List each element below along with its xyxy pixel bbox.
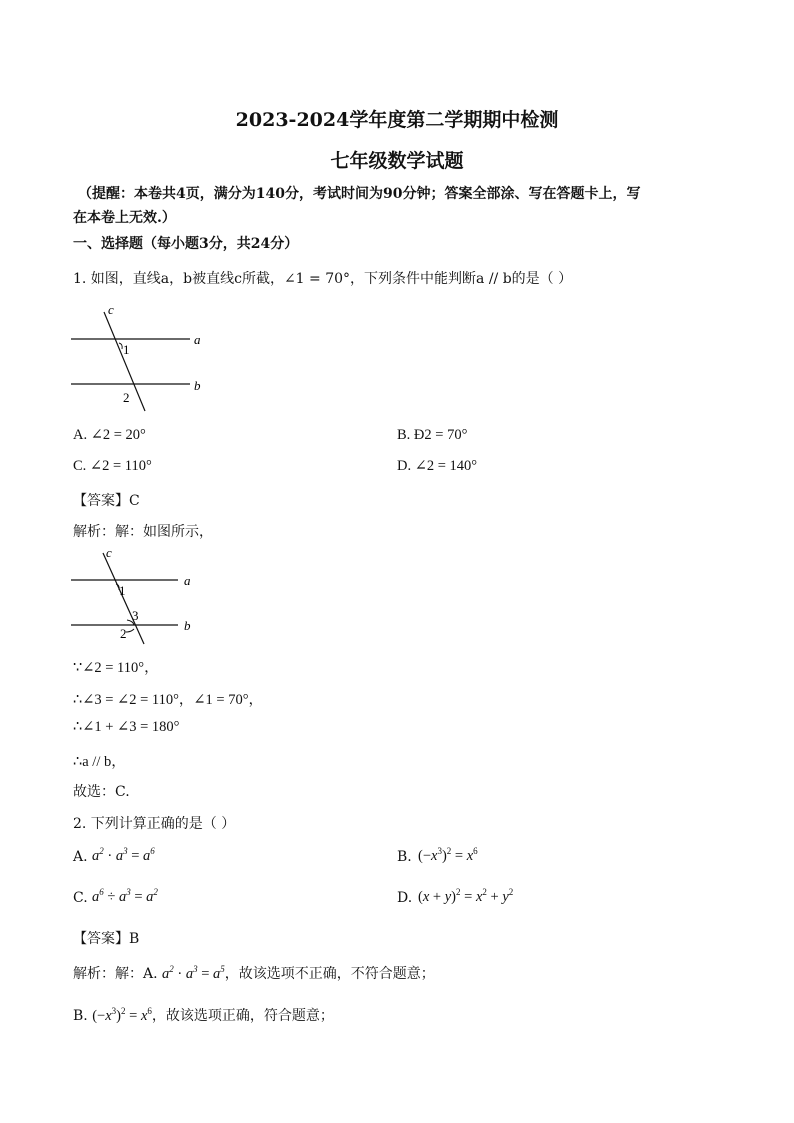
q2-option-a-formula: $a^2 \cdot a^3 = a^6$ bbox=[92, 846, 155, 864]
fig1-label-2: 2 bbox=[123, 390, 130, 405]
q2-analysis-formula-b: $(-x^3)^2 = x^6$ bbox=[92, 1006, 152, 1024]
q2-option-a-label: A. bbox=[73, 849, 88, 865]
fig2-label-2: 2 bbox=[120, 626, 127, 641]
q2-option-d-label: D. bbox=[397, 890, 413, 906]
q1-option-d: D. ∠2 = 140° bbox=[397, 458, 478, 474]
fig2-label-1: 1 bbox=[119, 583, 126, 598]
q2-option-b-label: B. bbox=[397, 849, 412, 865]
q2-analysis-b-suffix: ，故该选项正确，符合题意； bbox=[151, 1008, 334, 1024]
fig2-label-3: 3 bbox=[132, 608, 139, 623]
fig2-label-a: a bbox=[184, 573, 191, 588]
q2-analysis-b-prefix: B. bbox=[73, 1008, 88, 1024]
q1-step-4: ∴a // b， bbox=[73, 754, 126, 770]
q2-answer: 【答案】B bbox=[73, 931, 140, 947]
q2-option-c-label: C. bbox=[73, 890, 88, 906]
q2-analysis-line-1 bbox=[73, 963, 435, 983]
q1-answer: 【答案】C bbox=[73, 493, 140, 509]
q2-option-d-formula: $(x + y)^2 = x^2 + y^2$ bbox=[418, 887, 514, 905]
q1-option-c: C. ∠2 = 110° bbox=[73, 458, 152, 474]
q1-step-1: ∵∠2 = 110°， bbox=[73, 660, 159, 676]
fig2-label-c: c bbox=[106, 545, 112, 560]
question-1-figure bbox=[66, 300, 216, 415]
fig1-label-1: 1 bbox=[123, 342, 130, 357]
q2-option-c-formula: $a^6 \div a^3 = a^2$ bbox=[92, 887, 158, 905]
q1-step-2: ∴∠3 = ∠2 = 110°，∠1 = 70°， bbox=[73, 692, 264, 708]
q2-analysis-line-2 bbox=[73, 1005, 334, 1025]
page-title: 2023-2024学年度第二学期期中检测 bbox=[235, 109, 559, 131]
q2-analysis-formula-a: $a^2 \cdot a^3 = a^5$ bbox=[162, 964, 225, 982]
q1-step-5: 故选：C. bbox=[73, 784, 130, 800]
section-heading: 一、选择题（每小题3分，共24分） bbox=[73, 236, 299, 252]
page-subtitle: 七年级数学试题 bbox=[330, 150, 464, 172]
q2-option-b-formula: $(-x^3)^2 = x^6$ bbox=[418, 846, 478, 864]
q2-analysis-prefix: 解析：解：A. bbox=[73, 966, 158, 982]
q1-option-a: A. ∠2 = 20° bbox=[73, 427, 146, 443]
fig1-label-b: b bbox=[194, 378, 201, 393]
notice-line-2: 在本卷上无效.） bbox=[73, 210, 176, 226]
q1-option-b: B. Ð2 = 70° bbox=[397, 427, 468, 443]
fig2-label-b: b bbox=[184, 618, 191, 633]
fig1-label-c: c bbox=[108, 302, 114, 317]
q2-analysis-suffix: ，故该选项不正确，不符合题意； bbox=[224, 966, 435, 982]
question-1-analysis-figure bbox=[66, 545, 206, 647]
q1-analysis: 解析：解：如图所示， bbox=[73, 524, 213, 540]
q1-step-3: ∴∠1 + ∠3 = 180° bbox=[73, 719, 180, 735]
question-2-stem: 2. 下列计算正确的是（ ） bbox=[73, 816, 236, 832]
notice-line-1: （提醒：本卷共4页，满分为140分，考试时间为90分钟；答案全部涂、写在答题卡上，写 bbox=[78, 186, 641, 202]
question-1-stem: 1. 如图，直线a，b被直线c所截，∠1 = 70°，下列条件中能判断a // b的是（ ） bbox=[73, 271, 573, 287]
fig1-label-a: a bbox=[194, 332, 201, 347]
